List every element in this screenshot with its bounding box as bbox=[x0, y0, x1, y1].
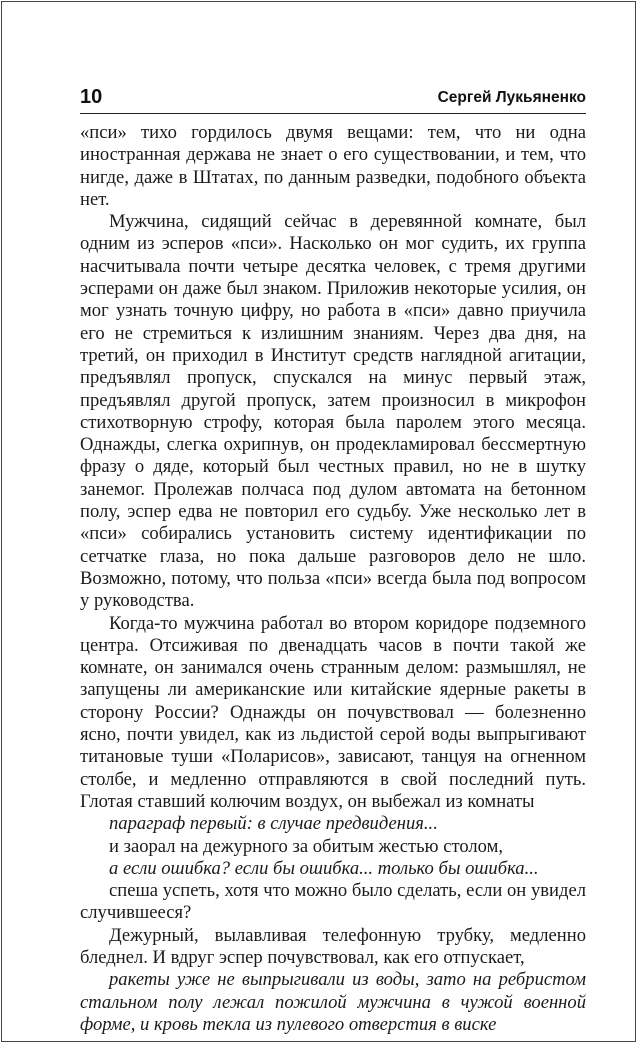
paragraph-3: Когда-то мужчина работал во втором коридоре подземного центра. Отсиживая по двенадцать часов в почти такой же комнате, он занимался очень странным делом: размышлял, не запущены ли американские или китайские ядерные ракеты в сторону России? Однажды он почувствовал — болезненно ясно, почти увидел, как из льдистой серой воды выпрыгивают титановые туши «Поларисов», зависают, танцуя на огненном столбе, и медленно отправляются в свой последний путь. Глотая ставший колючим воздух, он выбежал из комнаты bbox=[80, 612, 586, 812]
paragraph-2: Мужчина, сидящий сейчас в деревянной комнате, был одним из эсперов «пси». Насколько он мог судить, их группа насчитывала почти четыре десятка человек, с тремя другими эсперами он даже был знаком. Приложив некоторые усилия, он мог узнать точную цифру, но работа в «пси» давно приучила его не стремиться к излишним знаниям. Через два дня, на третий, он приходил в Институт средств наглядной агитации, предъявлял пропуск, спускался на минус первый этаж, предъявлял другой пропуск, затем произносил в микрофон стихотворную строфу, которая была паролем этого месяца. Однажды, слегка охрипнув, он продекламировал бессмертную фразу о дяде, который был честных правил, но не в шутку занемог. Пролежав полчаса под дулом автомата на бетонном полу, эспер едва не повторил его судьбу. Уже несколько лет в «пси» собирались установить систему идентификации по сетчатке глаза, но пока дальше разговоров дело не шло. Возможно, потому, что польза «пси» всегда была под вопросом у руководства. bbox=[80, 211, 586, 612]
body-text bbox=[80, 122, 586, 1036]
paragraph-4: и заорал на дежурного за обитым жестью столом, bbox=[109, 835, 504, 857]
paragraph-5: спеша успеть, хотя что можно было сделать, если он увидел случившееся? bbox=[80, 880, 586, 924]
running-head-author: Сергей Лукьяненко bbox=[437, 89, 586, 106]
paragraph-1: «пси» тихо гордилось двумя вещами: тем, что ни одна иностранная держава не знает о его существовании, и тем, что нигде, даже в Штатах, по данным разведки, подобного объекта нет. bbox=[80, 122, 586, 210]
italic-line-2: а если ошибка? если бы ошибка... только бы ошибка... bbox=[109, 857, 539, 879]
italic-line-1: параграф первый: в случае предвидения... bbox=[109, 813, 438, 835]
italic-paragraph: ракеты уже не выпрыгивали из воды, зато на ребристом стальном полу лежал пожилой мужчина в чужой военной форме, и кровь текла из пулевого отверстия в виске bbox=[80, 969, 586, 1035]
running-header bbox=[80, 86, 586, 114]
header-rule bbox=[80, 113, 586, 114]
paragraph-6: Дежурный, вылавливая телефонную трубку, медленно бледнел. И вдруг эспер почувствовал, как его отпускает, bbox=[80, 924, 586, 968]
page-number: 10 bbox=[80, 86, 103, 108]
